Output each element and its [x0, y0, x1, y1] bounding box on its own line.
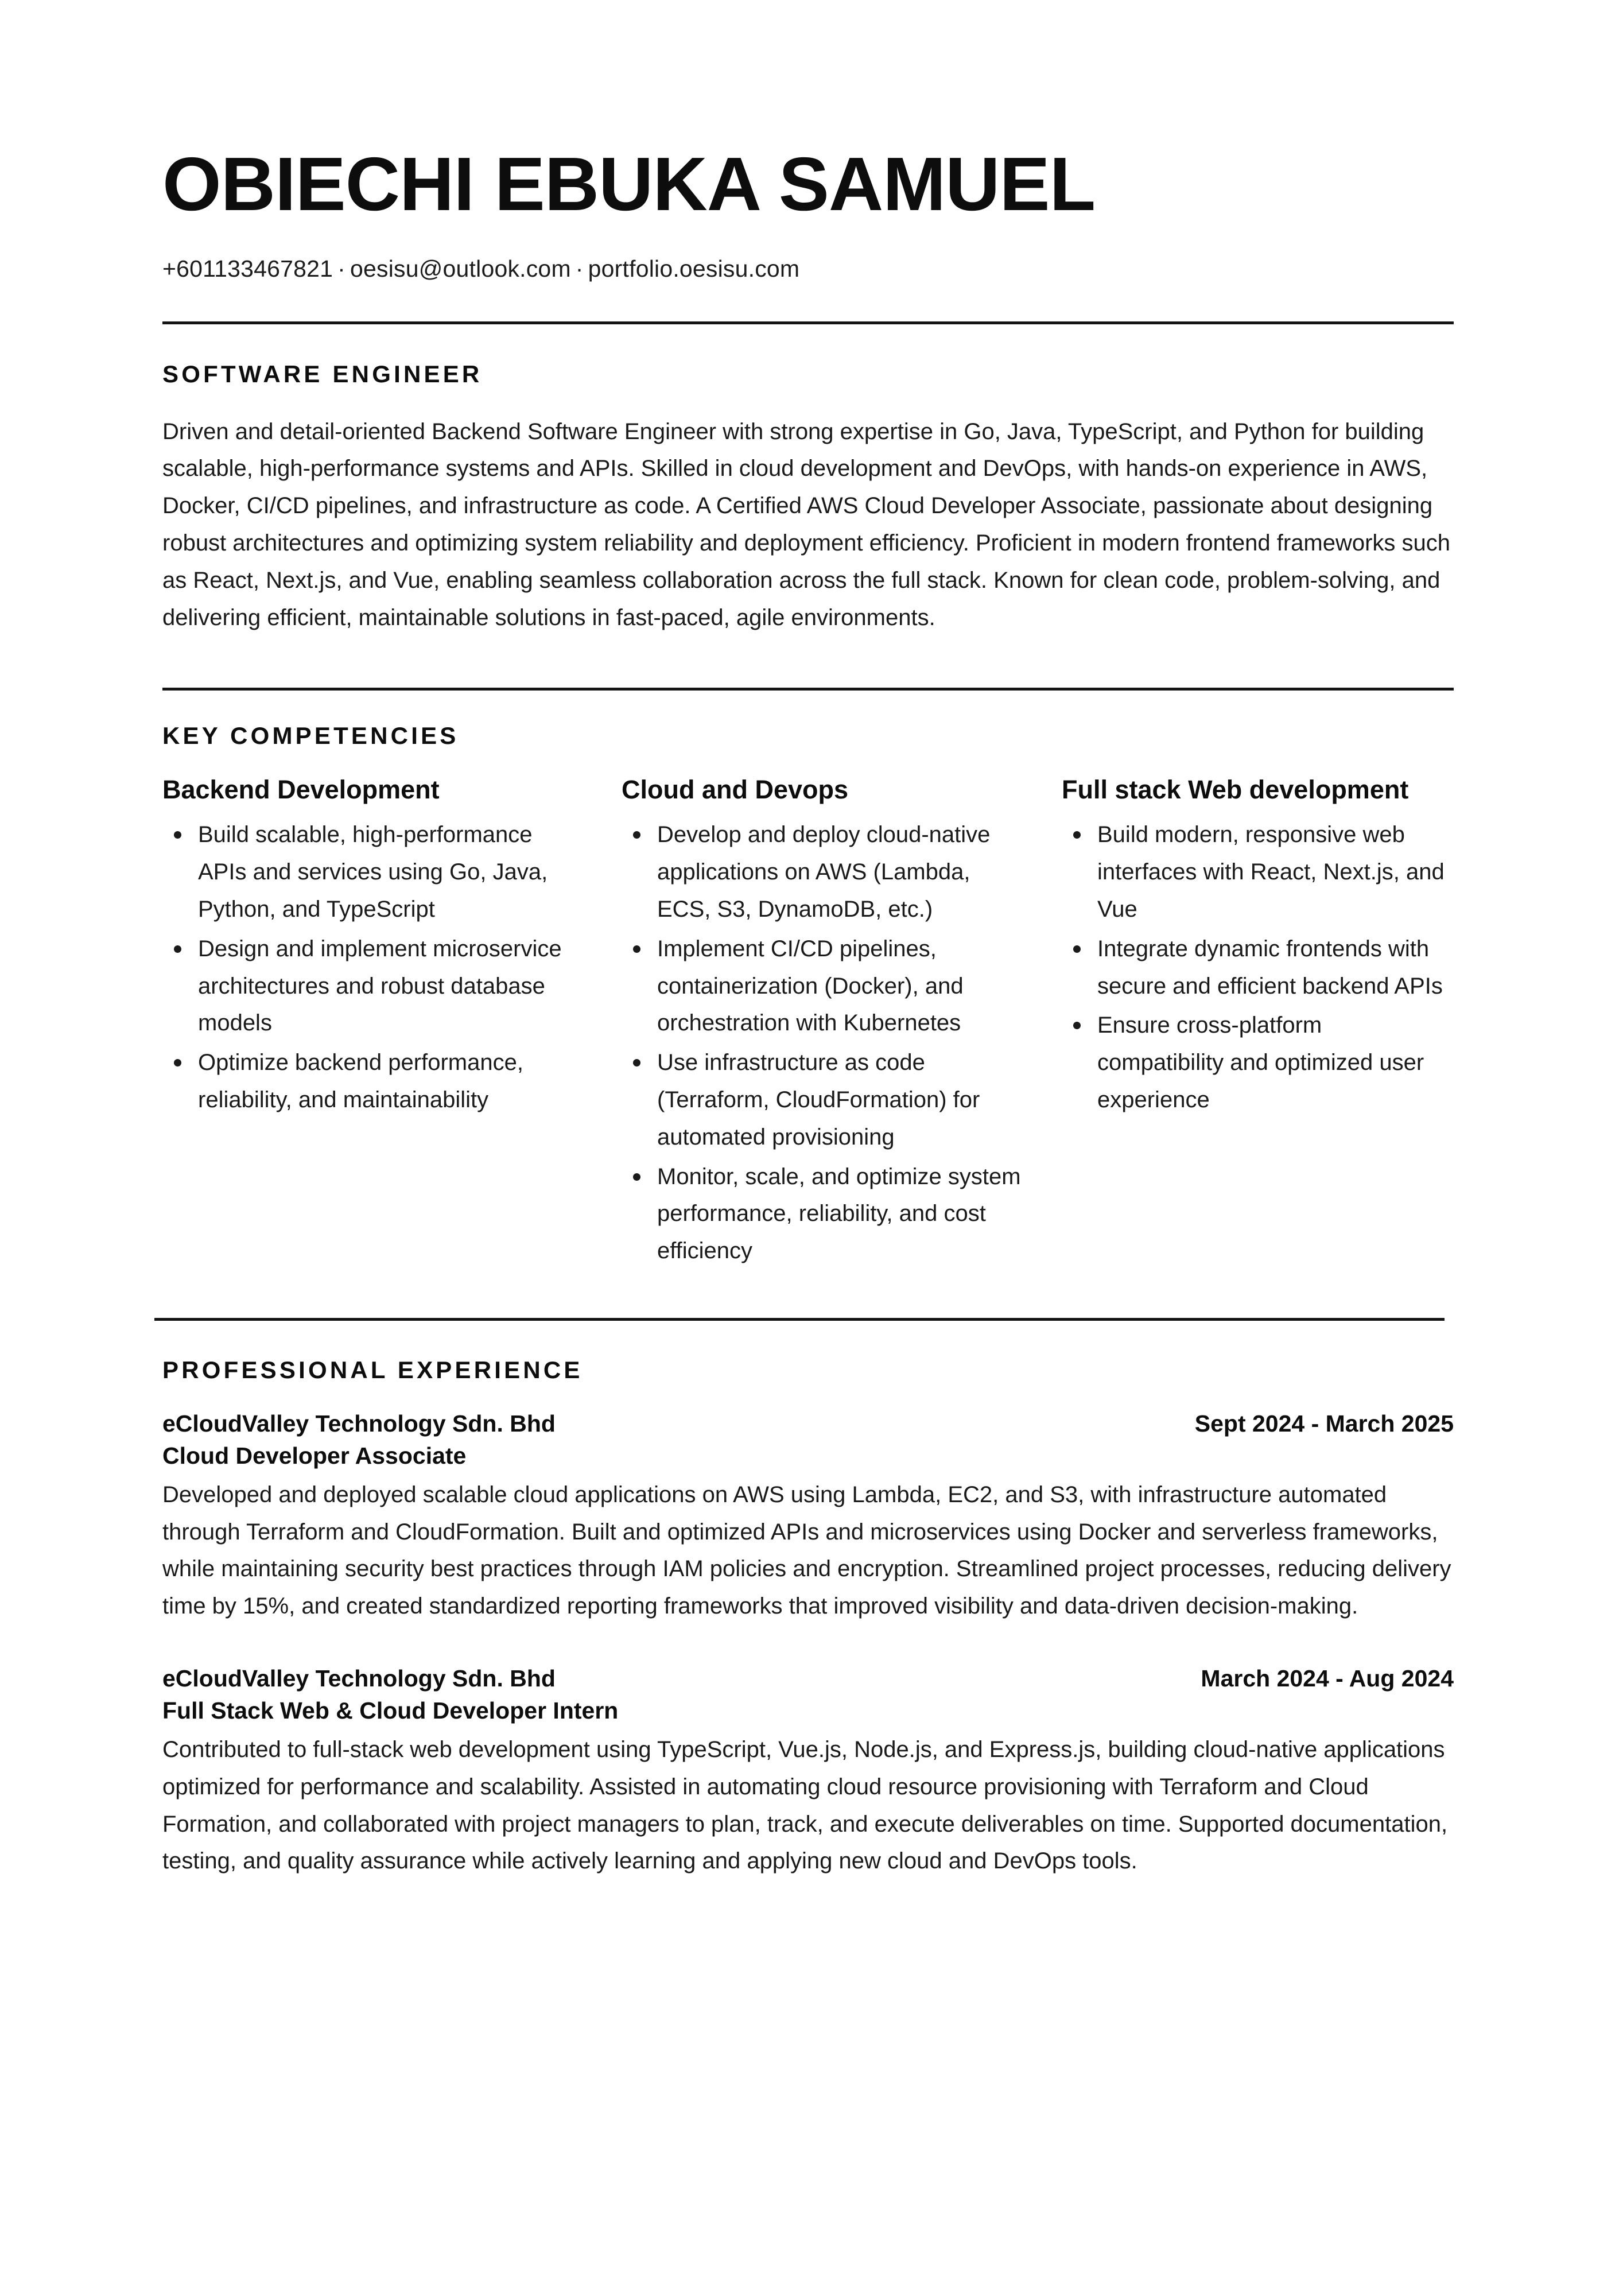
divider-after-competencies — [154, 1318, 1445, 1321]
contact-line — [162, 255, 1461, 282]
experience-entry — [162, 1410, 1454, 1625]
section-title-software-engineer: SOFTWARE ENGINEER — [162, 360, 483, 387]
list-item: Use infrastructure as code (Terraform, CloudFormation) for automated provisioning — [622, 1044, 1027, 1155]
section-title-professional-experience: PROFESSIONAL EXPERIENCE — [162, 1356, 583, 1383]
job-title: Full Stack Web & Cloud Developer Intern — [162, 1697, 619, 1724]
employment-dates: March 2024 - Aug 2024 — [1201, 1665, 1454, 1692]
list-item: Monitor, scale, and optimize system performance, reliability, and cost efficiency — [622, 1158, 1027, 1270]
competency-column-backend — [162, 775, 622, 1272]
job-description: Developed and deployed scalable cloud applications on AWS using Lambda, EC2, and S3, with infrastructure automated through Terraform and CloudFormation. Built and optimized APIs and microservices using Docker and serverless frameworks, while maintaining security best practices through IAM policies and encryption. Streamlined project processes, reducing delivery time by 15%, and created standardized reporting frameworks that improved visibility and data-driven decision-making. — [162, 1481, 1451, 1619]
contact-website: portfolio.oesisu.com — [588, 255, 800, 282]
competency-column-fullstack-web — [1062, 775, 1454, 1272]
job-description: Contributed to full-stack web development using TypeScript, Vue.js, Node.js, and Express.js, building cloud-native applications optimized for performance and scalability. Assisted in automating cloud resource provisioning with Terraform and Cloud Formation, and collaborated with project managers to plan, track, and execute deliverables on time. Supported documentation, testing, and quality assurance while actively learning and applying new cloud and DevOps tools. — [162, 1737, 1448, 1874]
list-item: Develop and deploy cloud-native applications on AWS (Lambda, ECS, S3, DynamoDB, etc.) — [622, 816, 1027, 928]
experience-entry — [162, 1665, 1454, 1880]
page-title: OBIECHI EBUKA SAMUEL — [162, 142, 1096, 226]
list-item: Optimize backend performance, reliability, and maintainability — [162, 1044, 581, 1119]
experience-entry-header — [162, 1410, 1454, 1437]
list-item: Implement CI/CD pipelines, containerization (Docker), and orchestration with Kubernetes — [622, 930, 1027, 1042]
contact-separator-2: · — [575, 255, 584, 282]
experience-entry-header — [162, 1665, 1454, 1692]
list-item: Build scalable, high-performance APIs and services using Go, Java, Python, and TypeScript — [162, 816, 581, 928]
job-title: Cloud Developer Associate — [162, 1442, 467, 1469]
list-item: Integrate dynamic frontends with secure and efficient backend APIs — [1062, 930, 1454, 1005]
competency-list — [162, 816, 581, 1118]
employer-name: eCloudValley Technology Sdn. Bhd — [162, 1665, 556, 1692]
competency-list — [622, 816, 1027, 1270]
employment-dates: Sept 2024 - March 2025 — [1194, 1410, 1454, 1437]
divider-after-header — [162, 321, 1454, 324]
contact-email: oesisu@outlook.com — [350, 255, 571, 282]
competency-heading: Full stack Web development — [1062, 775, 1409, 805]
list-item: Ensure cross-platform compatibility and optimized user experience — [1062, 1007, 1454, 1118]
competency-heading: Backend Development — [162, 775, 440, 805]
professional-summary: Driven and detail-oriented Backend Software Engineer with strong expertise in Go, Java, TypeScript, and Python for building scalable, high-performance systems and APIs. Skilled in cloud development and DevOps, with hands-on experience in AWS, Docker, CI/CD pipelines, and infrastructure as code. A Certified AWS Cloud Developer Associate, passionate about designing robust architectures and optimizing system reliability and deployment efficiency. Proficient in modern frontend frameworks such as React, Next.js, and Vue, enabling seamless collaboration across the full stack. Known for clean code, problem-solving, and delivering efficient, maintainable solutions in fast-paced, agile environments. — [162, 418, 1451, 630]
employer-name: eCloudValley Technology Sdn. Bhd — [162, 1410, 556, 1437]
competency-heading: Cloud and Devops — [622, 775, 849, 805]
competency-column-cloud-devops — [622, 775, 1062, 1272]
list-item: Design and implement microservice architectures and robust database models — [162, 930, 581, 1042]
key-competencies-columns — [162, 775, 1454, 1272]
resume-header — [162, 0, 1461, 282]
contact-separator-1: · — [337, 255, 345, 282]
list-item: Build modern, responsive web interfaces with React, Next.js, and Vue — [1062, 816, 1454, 928]
section-title-key-competencies: KEY COMPETENCIES — [162, 722, 459, 750]
divider-after-summary — [162, 688, 1454, 691]
contact-phone: +601133467821 — [162, 255, 333, 282]
competency-list — [1062, 816, 1454, 1118]
